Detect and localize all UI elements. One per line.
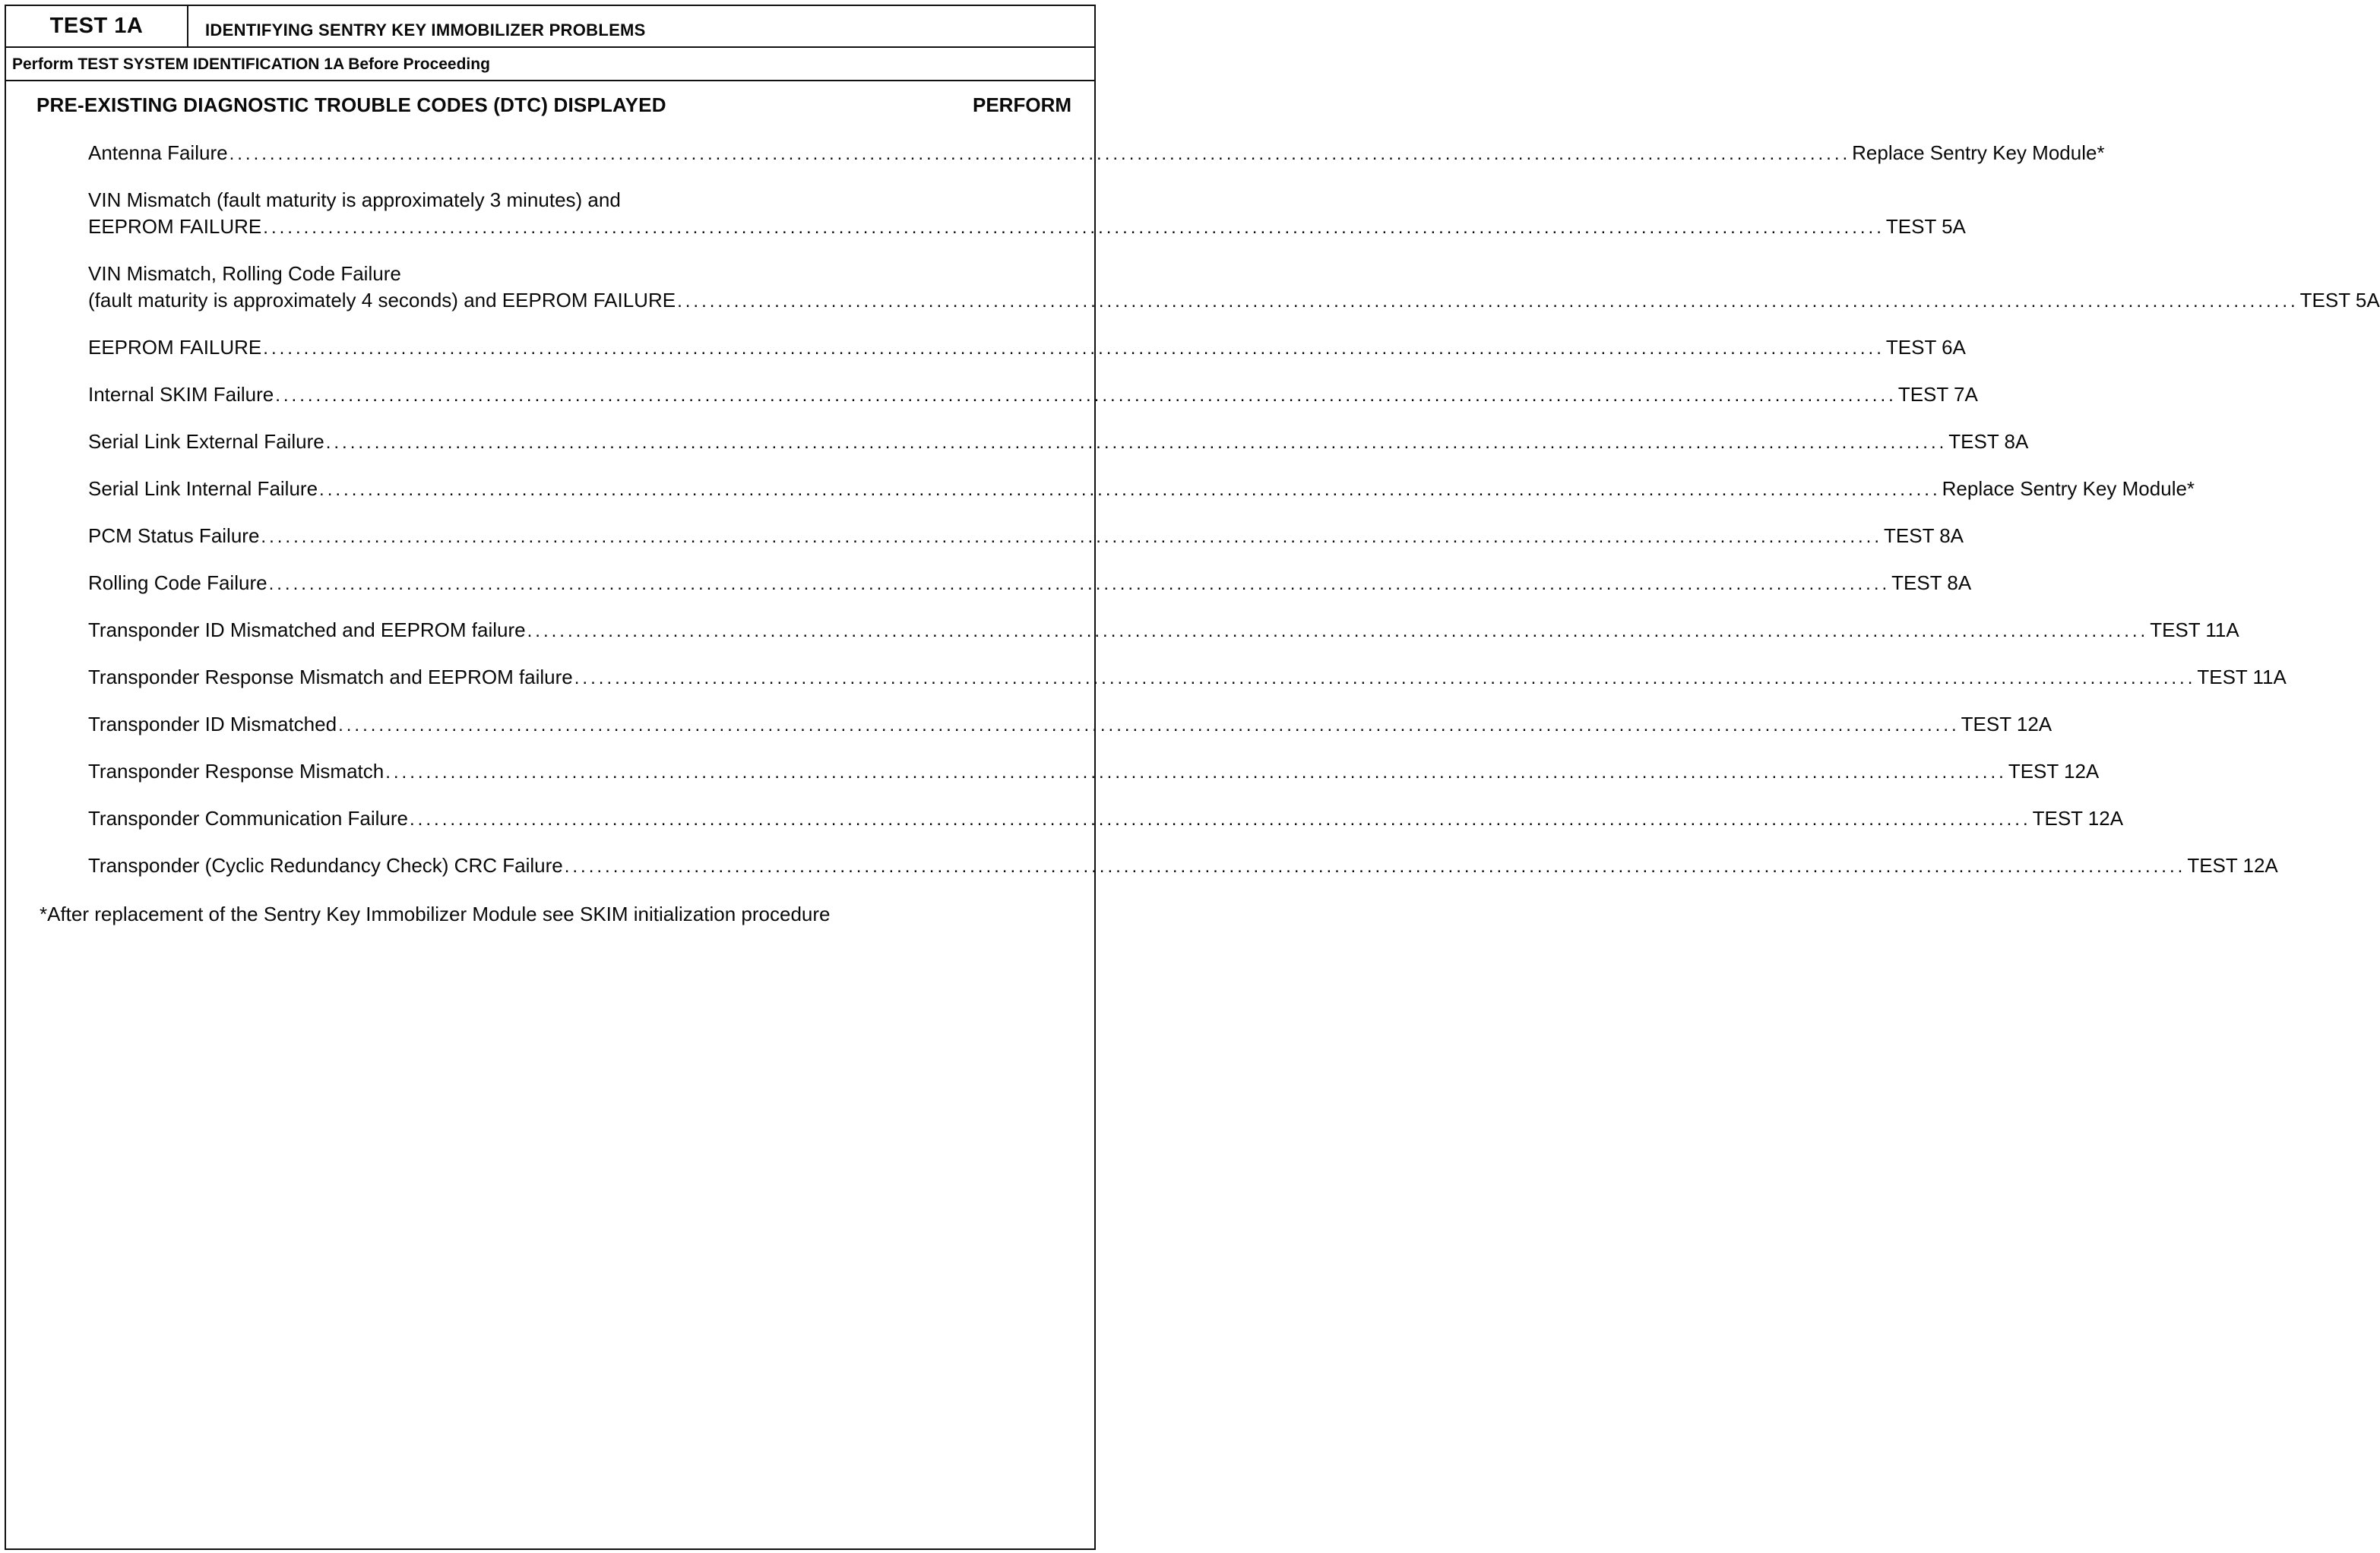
- dtc-item-line: [88, 429, 2029, 456]
- prerequisite-row: [6, 48, 1094, 81]
- prerequisite-text: Perform TEST SYSTEM IDENTIFICATION 1A Before Proceeding: [12, 55, 490, 73]
- dtc-item-action: TEST 5A: [1885, 215, 1966, 238]
- dtc-item-line: [88, 334, 1966, 362]
- dtc-item-line: [88, 805, 2124, 833]
- dtc-item-action: Replace Sentry Key Module*: [1852, 141, 2105, 164]
- dot-leader: ........................................................................................................................................................................................................: [574, 668, 2196, 688]
- dot-leader: ........................................................................................................................................................................................................: [325, 432, 1948, 453]
- dtc-item: [88, 476, 2195, 503]
- dtc-item-action: TEST 6A: [1885, 336, 1966, 359]
- dtc-item-line: [88, 711, 2052, 739]
- dtc-item-label: Transponder (Cyclic Redundancy Check) CRC Failure: [88, 854, 563, 877]
- dtc-item-label: Antenna Failure: [88, 141, 228, 164]
- dtc-item-preline: VIN Mismatch (fault maturity is approximately 3 minutes) and: [88, 188, 621, 211]
- dtc-item: [88, 852, 2278, 880]
- dtc-item-label: Rolling Code Failure: [88, 571, 267, 594]
- dtc-item: [88, 429, 2029, 456]
- dtc-item-label: EEPROM FAILURE: [88, 336, 262, 359]
- dot-leader: ........................................................................................................................................................................................................: [564, 856, 2186, 877]
- dtc-item: [88, 758, 2100, 786]
- dtc-item-action: TEST 7A: [1897, 383, 1978, 406]
- dtc-item-line: [88, 381, 1978, 409]
- dot-leader: ........................................................................................................................................................................................................: [527, 621, 2149, 641]
- dtc-item: [88, 711, 2052, 739]
- header-row: [6, 6, 1094, 48]
- dtc-item-action: TEST 12A: [2032, 807, 2124, 830]
- dtc-item-action: TEST 11A: [2197, 666, 2287, 688]
- dtc-item: [88, 523, 1964, 550]
- dtc-item-line: [88, 476, 2195, 503]
- perform-column-heading: PERFORM: [973, 93, 1071, 116]
- dtc-item-label: Transponder ID Mismatched and EEPROM failure: [88, 618, 526, 641]
- dtc-item-label: Serial Link External Failure: [88, 430, 324, 453]
- dtc-item-action: TEST 8A: [1884, 524, 1964, 547]
- footnote: *After replacement of the Sentry Key Immobilizer Module see SKIM initialization procedure: [40, 903, 831, 925]
- dtc-item-action: TEST 12A: [1961, 713, 2052, 735]
- dtc-item-preline: VIN Mismatch, Rolling Code Failure: [88, 262, 401, 285]
- dtc-item-line: [88, 852, 2278, 880]
- dtc-item: [88, 187, 1966, 241]
- dot-leader: ........................................................................................................................................................................................................: [263, 338, 1885, 359]
- dtc-item-action: TEST 8A: [1948, 430, 2029, 453]
- dtc-item: [88, 381, 1978, 409]
- dtc-item-label: Transponder Response Mismatch: [88, 760, 385, 783]
- dtc-item-line: [88, 523, 1964, 550]
- dtc-item-action: TEST 8A: [1891, 571, 1972, 594]
- dtc-item-line: [88, 570, 1972, 597]
- dot-leader: ........................................................................................................................................................................................................: [410, 809, 2031, 830]
- dtc-item-label: Serial Link Internal Failure: [88, 477, 318, 500]
- dot-leader: ........................................................................................................................................................................................................: [385, 762, 2007, 783]
- dtc-item-line: [88, 664, 2287, 691]
- dot-leader: ........................................................................................................................................................................................................: [268, 574, 1891, 594]
- dot-leader: ........................................................................................................................................................................................................: [261, 527, 1882, 547]
- dtc-item: [88, 570, 1972, 597]
- dot-leader: ........................................................................................................................................................................................................: [319, 479, 1941, 500]
- dtc-item-line: [88, 140, 2105, 167]
- dot-leader: ........................................................................................................................................................................................................: [229, 144, 1851, 164]
- dtc-item-action: TEST 11A: [2150, 618, 2239, 641]
- dtc-item-line: [88, 213, 1966, 241]
- dot-leader: ........................................................................................................................................................................................................: [677, 291, 2299, 312]
- dtc-item-label: EEPROM FAILURE: [88, 215, 262, 238]
- section-heading: PRE-EXISTING DIAGNOSTIC TROUBLE CODES (DTC) DISPLAYED: [36, 93, 666, 116]
- dtc-item-label: PCM Status Failure: [88, 524, 260, 547]
- dtc-list: [88, 140, 2380, 900]
- test-id: TEST 1A: [6, 6, 188, 46]
- dtc-item-action: Replace Sentry Key Module*: [1942, 477, 2195, 500]
- dtc-item: [88, 261, 2380, 315]
- dtc-item: [88, 664, 2287, 691]
- dtc-item-line: [88, 758, 2100, 786]
- dtc-item: [88, 805, 2124, 833]
- dtc-item-label: Transponder ID Mismatched: [88, 713, 337, 735]
- dtc-item-line: [88, 287, 2380, 315]
- dtc-item: [88, 140, 2105, 167]
- dtc-item-action: TEST 12A: [2187, 854, 2278, 877]
- dtc-item-label: (fault maturity is approximately 4 seconds) and EEPROM FAILURE: [88, 289, 676, 312]
- dtc-item-action: TEST 5A: [2299, 289, 2380, 312]
- dot-leader: ........................................................................................................................................................................................................: [338, 715, 1960, 735]
- dot-leader: ........................................................................................................................................................................................................: [263, 217, 1885, 238]
- test-title: IDENTIFYING SENTRY KEY IMMOBILIZER PROBLEMS: [205, 21, 646, 40]
- dot-leader: ........................................................................................................................................................................................................: [275, 385, 1897, 406]
- dtc-item: [88, 617, 2239, 644]
- dtc-item-label: Transponder Communication Failure: [88, 807, 409, 830]
- test-sheet: [5, 5, 2380, 1550]
- dtc-item-label: Transponder Response Mismatch and EEPROM failure: [88, 666, 573, 688]
- dtc-item-label: Internal SKIM Failure: [88, 383, 274, 406]
- dtc-item-line: [88, 617, 2239, 644]
- dtc-item-action: TEST 12A: [2008, 760, 2100, 783]
- dtc-item: [88, 334, 1966, 362]
